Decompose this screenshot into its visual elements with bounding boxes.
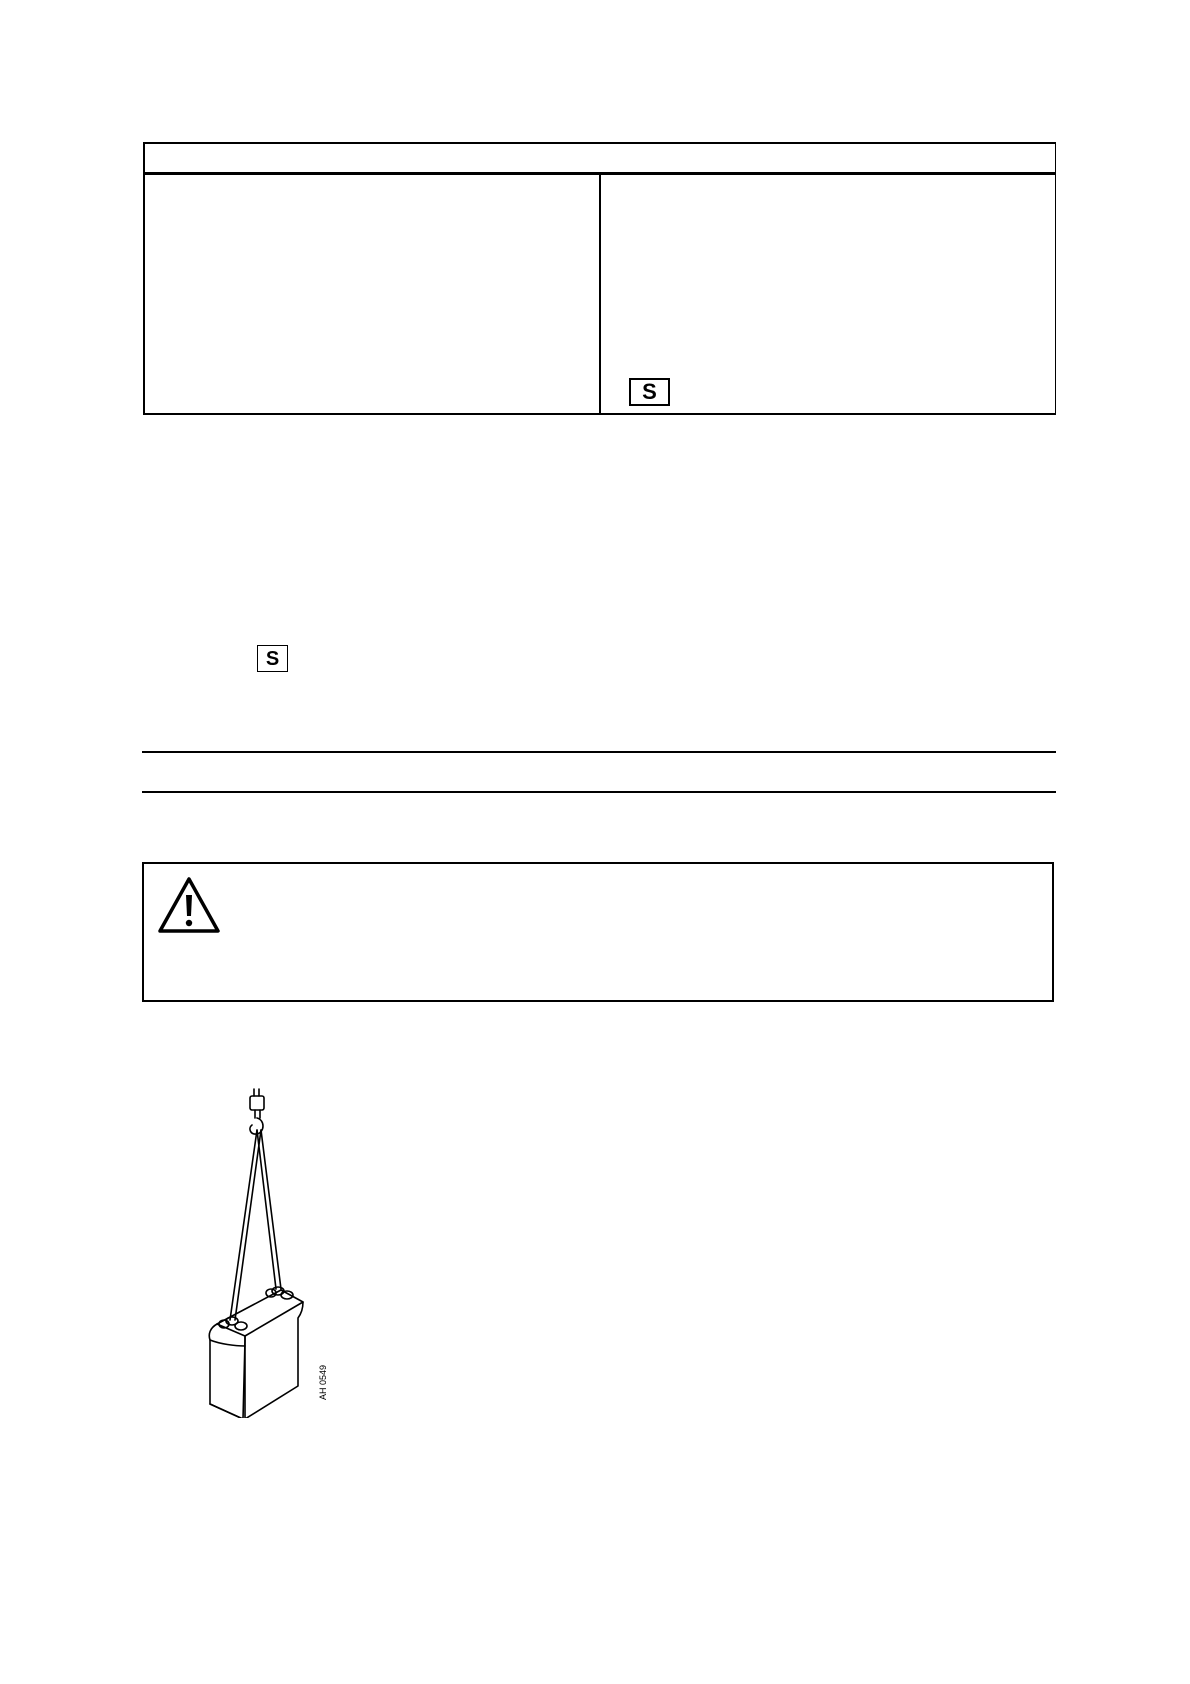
spec-table	[143, 142, 1056, 415]
warning-box	[142, 862, 1054, 1002]
warning-triangle-icon	[157, 876, 221, 934]
table-left-cell	[145, 175, 599, 413]
body-s-badge: S	[257, 645, 288, 672]
table-s-badge: S	[629, 378, 670, 406]
table-header-row	[145, 144, 1055, 175]
crane-hook-lifting-battery-icon	[205, 1088, 365, 1418]
section-heading	[142, 753, 1056, 791]
figure-code: AH 0549	[318, 1364, 328, 1400]
section-rule-bottom	[142, 791, 1056, 793]
